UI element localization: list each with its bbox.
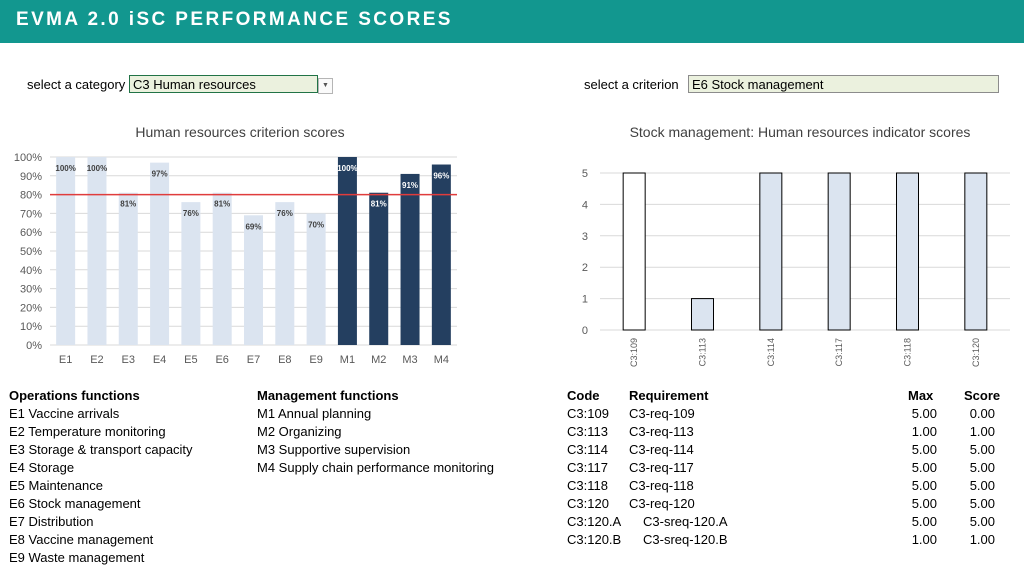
bar-data-label: 81% (370, 199, 387, 209)
criterion-select[interactable]: E6 Stock management (688, 75, 999, 93)
criterion-select-label: select a criterion (584, 77, 679, 92)
requirements-score-cell: 5.00 (969, 514, 995, 529)
requirements-requirement-cell: C3-req-109 (629, 406, 695, 421)
operations-heading: Operations functions (9, 388, 140, 403)
x-tick-label: E9 (309, 354, 323, 366)
requirements-requirement-cell: C3-req-117 (629, 460, 694, 475)
x-tick-label: C3:120 (970, 338, 981, 368)
y-tick-label: 100% (13, 152, 42, 164)
x-tick-label: C3:109 (629, 338, 640, 368)
x-tick-label: E4 (152, 354, 167, 366)
bar (213, 193, 232, 345)
y-tick-label: 40% (19, 264, 42, 277)
requirements-requirement-cell: C3-req-120 (629, 496, 695, 511)
requirements-score-cell: 5.00 (969, 496, 995, 511)
requirements-score-cell: 5.00 (969, 442, 995, 457)
col-header-score: Score (964, 388, 1001, 403)
y-tick-label: 1 (581, 293, 588, 306)
criterion-chart-title: Human resources criterion scores (135, 124, 345, 140)
requirements-requirement-cell: C3-req-118 (629, 478, 694, 493)
bar (828, 173, 850, 330)
bar-data-label: 76% (276, 209, 293, 219)
list-item: E5 Maintenance (9, 478, 103, 493)
list-item: E1 Vaccine arrivals (9, 406, 120, 421)
category-select[interactable]: C3 Human resources (129, 75, 318, 93)
requirements-score-cell: 1.00 (969, 532, 995, 547)
x-tick-label: E6 (215, 354, 229, 366)
col-header-requirement: Requirement (629, 388, 709, 403)
list-item: E2 Temperature monitoring (9, 424, 166, 439)
requirements-score-cell: 5.00 (969, 460, 995, 475)
bar (369, 193, 388, 345)
requirements-table (567, 388, 1007, 558)
x-tick-label: E5 (184, 354, 198, 366)
bar (275, 202, 294, 345)
bar-data-label: 76% (182, 209, 199, 219)
bar-data-label: 97% (151, 169, 168, 179)
requirements-requirement-cell: C3-req-113 (629, 424, 694, 439)
list-item: M3 Supportive supervision (257, 442, 411, 457)
y-tick-label: 10% (19, 321, 42, 334)
bar-data-label: 91% (402, 180, 419, 190)
bar (965, 173, 987, 330)
header-bar (0, 0, 1024, 43)
bar (338, 157, 357, 345)
management-heading: Management functions (257, 388, 399, 403)
bar (401, 174, 420, 345)
y-tick-label: 0 (581, 325, 588, 337)
list-item: E3 Storage & transport capacity (9, 442, 193, 457)
bar (244, 215, 263, 345)
requirements-max-cell: 1.00 (911, 532, 937, 547)
requirements-code-cell: C3:120 (567, 496, 609, 511)
bar-data-label: 100% (55, 164, 76, 173)
requirements-max-cell: 1.00 (911, 424, 937, 439)
y-tick-label: 50% (19, 246, 42, 258)
y-tick-label: 60% (19, 227, 42, 240)
requirements-code-cell: C3:109 (567, 406, 609, 421)
list-item: E7 Distribution (9, 514, 94, 529)
bar (150, 163, 169, 345)
x-tick-label: C3:117 (834, 338, 845, 367)
bar-data-label: 70% (308, 220, 325, 230)
bar-data-label: 100% (337, 164, 358, 173)
x-tick-label: E8 (278, 354, 292, 366)
category-select-label: select a category (27, 77, 126, 92)
list-item: E8 Vaccine management (9, 532, 154, 547)
chevron-down-icon[interactable]: ▼ (318, 78, 333, 94)
bar (87, 157, 106, 345)
page-title: EVMA 2.0 iSC PERFORMANCE SCORES (16, 9, 453, 30)
requirements-code-cell: C3:113 (567, 424, 608, 439)
col-header-code: Code (567, 388, 600, 403)
criterion-scores-chart (0, 145, 470, 370)
x-tick-label: M2 (371, 354, 387, 366)
y-tick-label: 3 (581, 230, 588, 243)
list-item: M1 Annual planning (257, 406, 372, 421)
requirements-max-cell: 5.00 (911, 514, 937, 529)
list-item: E6 Stock management (9, 496, 141, 511)
indicator-chart-title: Stock management: Human resources indicator scores (629, 124, 971, 140)
x-tick-label: M3 (402, 354, 418, 366)
bar-data-label: 96% (433, 171, 450, 181)
requirements-code-cell: C3:117 (567, 460, 608, 475)
y-tick-label: 4 (581, 199, 588, 212)
y-tick-label: 20% (19, 302, 42, 315)
requirements-requirement-cell: C3-sreq-120.B (643, 532, 728, 547)
list-item: E9 Waste management (9, 550, 145, 565)
requirements-code-cell: C3:118 (567, 478, 608, 493)
requirements-code-cell: C3:120.A (567, 514, 622, 529)
x-tick-label: C3:118 (902, 338, 913, 367)
bar (56, 157, 75, 345)
requirements-max-cell: 5.00 (911, 460, 937, 475)
bar-data-label: 69% (245, 222, 262, 232)
list-item: M4 Supply chain performance monitoring (257, 460, 495, 475)
x-tick-label: M4 (433, 354, 449, 366)
x-tick-label: E7 (246, 354, 261, 366)
x-tick-label: M1 (339, 354, 356, 366)
bar (623, 173, 645, 330)
x-tick-label: E3 (121, 354, 136, 366)
requirements-max-cell: 5.00 (911, 478, 937, 493)
y-tick-label: 0% (26, 340, 42, 352)
y-tick-label: 2 (581, 262, 588, 275)
requirements-max-cell: 5.00 (911, 406, 937, 421)
x-tick-label: E2 (90, 354, 104, 366)
x-tick-label: C3:114 (765, 338, 776, 367)
requirements-max-cell: 5.00 (911, 496, 937, 511)
bar-data-label: 81% (214, 199, 231, 209)
bar (181, 202, 200, 345)
list-item: M2 Organizing (257, 424, 342, 439)
y-tick-label: 70% (19, 208, 42, 221)
requirements-code-cell: C3:114 (567, 442, 608, 457)
bar (307, 213, 326, 345)
requirements-requirement-cell: C3-sreq-120.A (643, 514, 728, 529)
bar (692, 299, 714, 330)
y-tick-label: 90% (19, 170, 42, 183)
bar (897, 173, 919, 330)
requirements-max-cell: 5.00 (911, 442, 937, 457)
requirements-score-cell: 1.00 (969, 424, 995, 439)
bar (432, 165, 451, 345)
x-tick-label: C3:113 (697, 338, 708, 367)
y-tick-label: 5 (581, 168, 588, 180)
bar (760, 173, 782, 330)
requirements-score-cell: 5.00 (969, 478, 995, 493)
y-tick-label: 30% (19, 283, 42, 296)
requirements-code-cell: C3:120.B (567, 532, 622, 547)
bar-data-label: 100% (86, 164, 108, 173)
requirements-score-cell: 0.00 (969, 406, 995, 421)
bar-data-label: 81% (120, 199, 137, 209)
col-header-max: Max (908, 388, 934, 403)
bar (119, 193, 138, 345)
x-tick-label: E1 (58, 354, 73, 366)
list-item: E4 Storage (9, 460, 75, 475)
indicator-scores-chart (560, 145, 1024, 380)
y-tick-label: 80% (19, 189, 42, 202)
requirements-requirement-cell: C3-req-114 (629, 442, 694, 457)
